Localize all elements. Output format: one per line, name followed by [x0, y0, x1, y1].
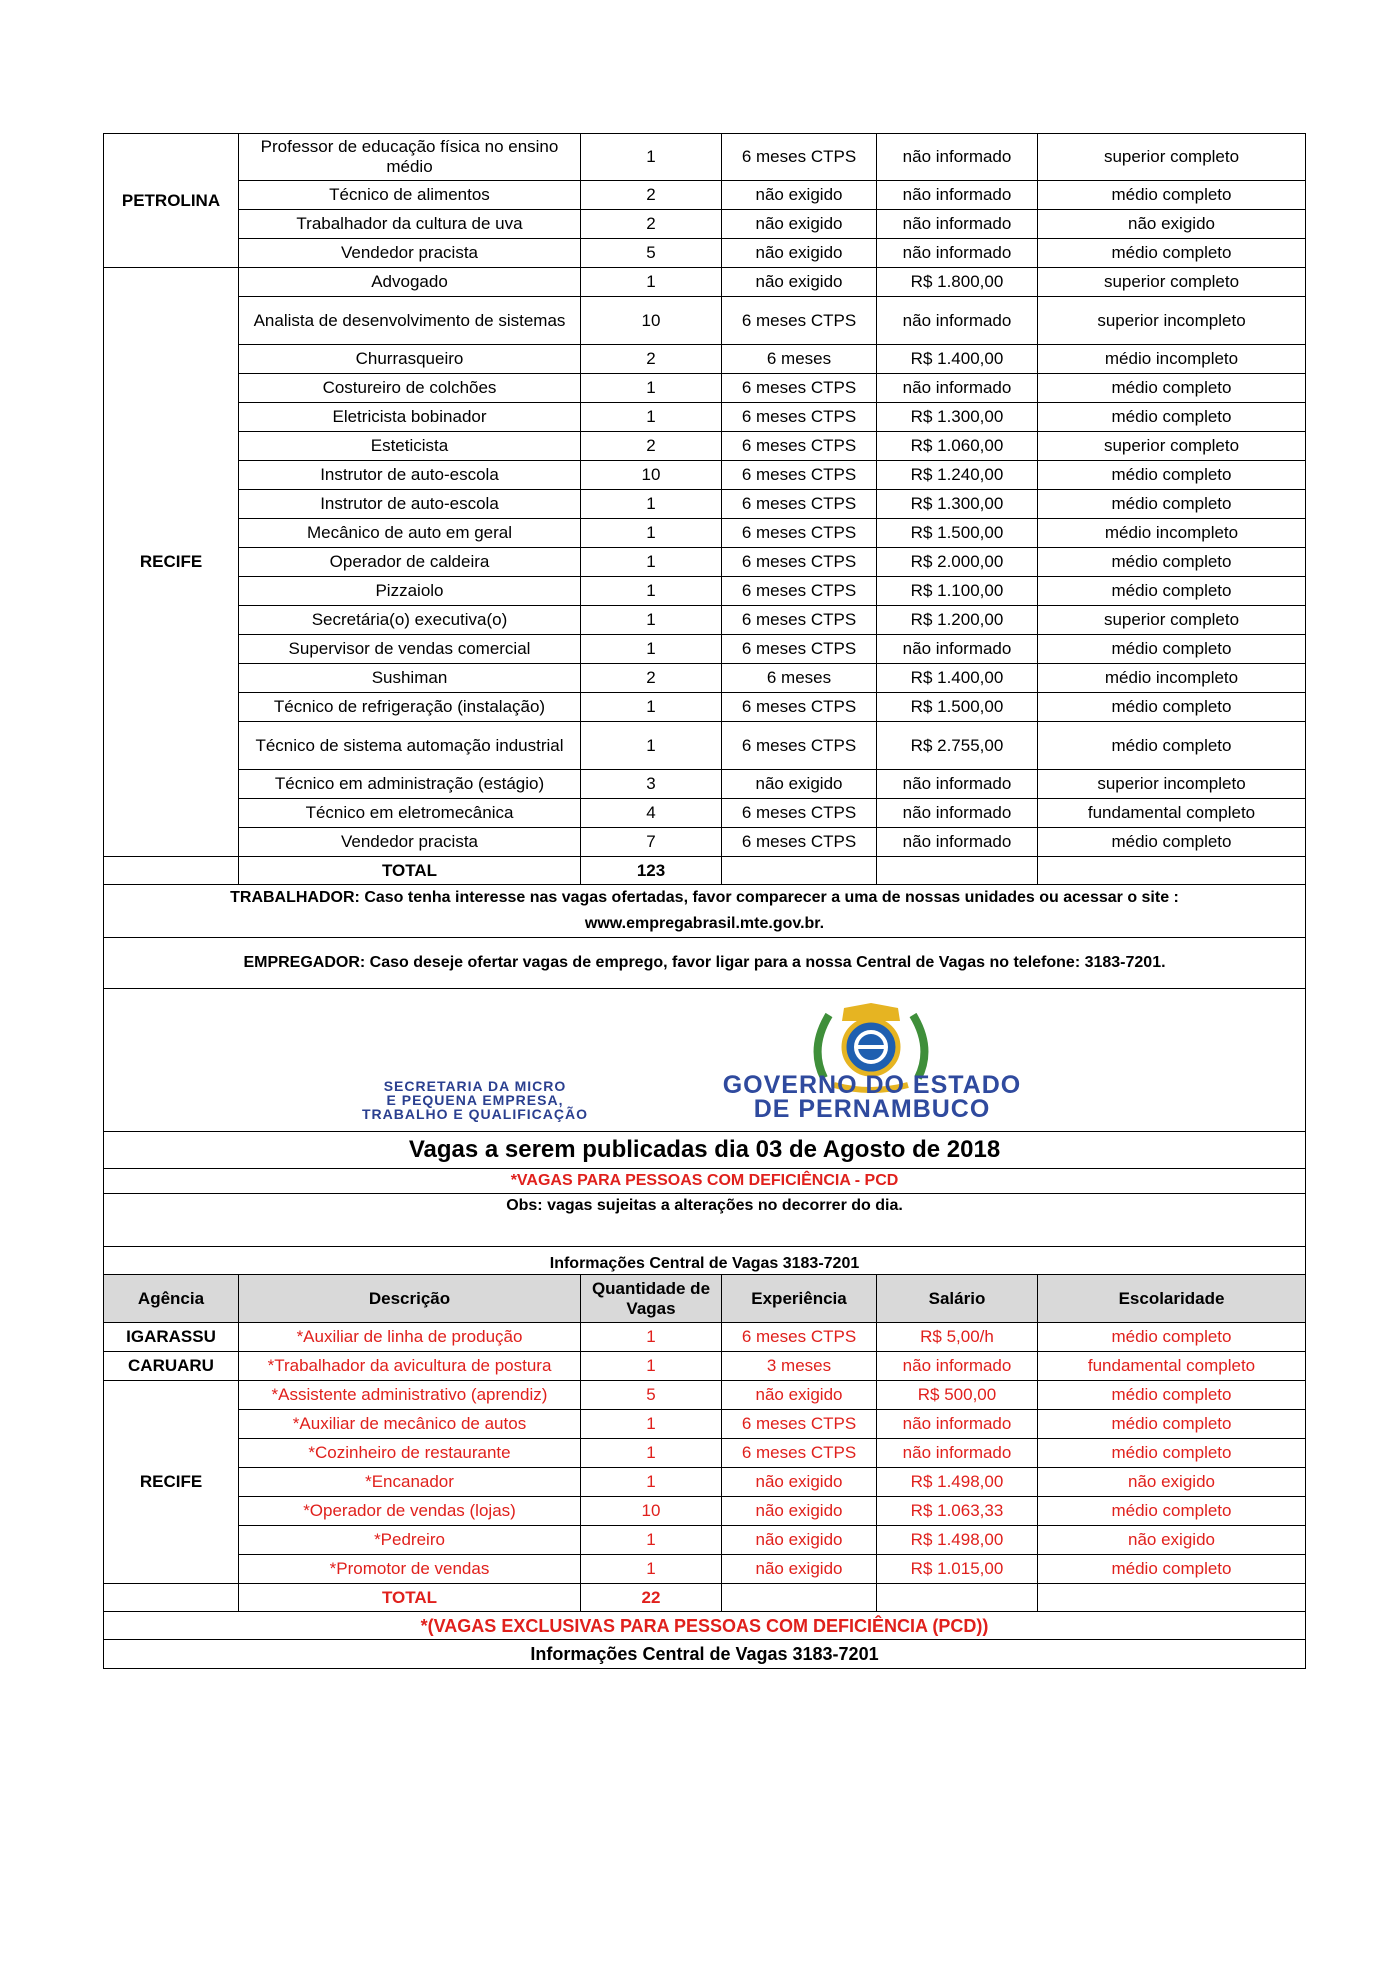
notice-site-link[interactable]: www.empregabrasil.mte.gov.br.: [584, 915, 825, 932]
job-salary: R$ 1.240,00: [877, 461, 1038, 490]
job-salary: não informado: [877, 134, 1038, 181]
job-education: médio completo: [1038, 490, 1306, 519]
job-education: médio completo: [1038, 374, 1306, 403]
governo-line1: GOVERNO DO ESTADO: [722, 1071, 1022, 1099]
job-salary: R$ 1.500,00: [877, 693, 1038, 722]
job-quantity: 2: [581, 345, 722, 374]
job-experience: não exigido: [722, 1468, 877, 1497]
job-quantity: 10: [581, 461, 722, 490]
job-quantity: 1: [581, 1352, 722, 1381]
logo-cell: [104, 989, 1306, 1132]
central-info: Informações Central de Vagas 3183-7201: [104, 1247, 1306, 1275]
table-row: [104, 577, 1306, 606]
secretaria-line3: TRABALHO E QUALIFICAÇÃO: [362, 1106, 588, 1122]
agency-cell: RECIFE: [104, 268, 239, 857]
table-row: [104, 519, 1306, 548]
job-experience: não exigido: [722, 770, 877, 799]
job-education: médio incompleto: [1038, 345, 1306, 374]
job-salary: não informado: [877, 635, 1038, 664]
job-experience: 6 meses CTPS: [722, 490, 877, 519]
job-quantity: 1: [581, 548, 722, 577]
job-experience: não exigido: [722, 1497, 877, 1526]
job-experience: 6 meses CTPS: [722, 1410, 877, 1439]
table-row: [104, 1497, 1306, 1526]
job-description: Mecânico de auto em geral: [239, 519, 581, 548]
job-salary: R$ 1.800,00: [877, 268, 1038, 297]
job-description: Técnico de alimentos: [239, 181, 581, 210]
job-salary: não informado: [877, 770, 1038, 799]
job-experience: 6 meses CTPS: [722, 577, 877, 606]
agency-cell: RECIFE: [104, 1381, 239, 1584]
job-salary: não informado: [877, 297, 1038, 345]
job-quantity: 1: [581, 374, 722, 403]
footer-pcd-row: [104, 1612, 1306, 1640]
table-row: [104, 374, 1306, 403]
job-quantity: 1: [581, 134, 722, 181]
job-quantity: 1: [581, 1323, 722, 1352]
table-row: [104, 799, 1306, 828]
job-salary: R$ 1.100,00: [877, 577, 1038, 606]
job-salary: não informado: [877, 181, 1038, 210]
total-row: [104, 857, 1306, 885]
logo-row: [104, 989, 1306, 1132]
job-education: médio completo: [1038, 1439, 1306, 1468]
total-value: 123: [581, 857, 722, 885]
agency-cell: PETROLINA: [104, 134, 239, 268]
job-salary: não informado: [877, 799, 1038, 828]
job-experience: 6 meses CTPS: [722, 297, 877, 345]
job-quantity: 2: [581, 181, 722, 210]
job-listing-sheet: [103, 133, 1305, 1669]
table-row: [104, 1352, 1306, 1381]
job-quantity: 1: [581, 519, 722, 548]
job-description: Vendedor pracista: [239, 828, 581, 857]
table-row: [104, 664, 1306, 693]
total-blank: [1038, 857, 1306, 885]
col-header-agency: Agência: [104, 1275, 239, 1323]
table-row: [104, 432, 1306, 461]
footer-info: Informações Central de Vagas 3183-7201: [104, 1640, 1306, 1669]
secretaria-logo: [330, 1079, 620, 1121]
job-salary: R$ 1.300,00: [877, 490, 1038, 519]
job-description: *Auxiliar de mecânico de autos: [239, 1410, 581, 1439]
table-row: [104, 1410, 1306, 1439]
col-header-sal: Salário: [877, 1275, 1038, 1323]
job-experience: 6 meses CTPS: [722, 722, 877, 770]
job-description: Instrutor de auto-escola: [239, 490, 581, 519]
footer-body: [104, 1612, 1306, 1669]
job-salary: R$ 1.200,00: [877, 606, 1038, 635]
job-salary: não informado: [877, 828, 1038, 857]
job-education: médio completo: [1038, 1555, 1306, 1584]
table-row: [104, 548, 1306, 577]
job-description: Professor de educação física no ensino médio: [239, 134, 581, 181]
job-salary: R$ 5,00/h: [877, 1323, 1038, 1352]
job-salary: R$ 1.498,00: [877, 1526, 1038, 1555]
section2-body: [104, 1323, 1306, 1612]
total-blank: [722, 857, 877, 885]
job-description: *Pedreiro: [239, 1526, 581, 1555]
job-salary: R$ 2.000,00: [877, 548, 1038, 577]
table-row: [104, 606, 1306, 635]
job-education: superior incompleto: [1038, 770, 1306, 799]
job-education: superior incompleto: [1038, 297, 1306, 345]
job-description: *Operador de vendas (lojas): [239, 1497, 581, 1526]
col-header-esc: Escolaridade: [1038, 1275, 1306, 1323]
job-quantity: 1: [581, 606, 722, 635]
secretaria-line1: SECRETARIA DA MICRO: [383, 1078, 567, 1094]
footer-pcd: *(VAGAS EXCLUSIVAS PARA PESSOAS COM DEFICIÊNCIA (PCD)): [104, 1612, 1306, 1640]
total-row: [104, 1584, 1306, 1612]
table-row: [104, 635, 1306, 664]
job-salary: R$ 500,00: [877, 1381, 1038, 1410]
job-description: Churrasqueiro: [239, 345, 581, 374]
job-experience: 6 meses: [722, 345, 877, 374]
job-education: superior completo: [1038, 432, 1306, 461]
job-quantity: 1: [581, 693, 722, 722]
job-education: médio completo: [1038, 577, 1306, 606]
job-salary: não informado: [877, 1352, 1038, 1381]
job-salary: R$ 1.060,00: [877, 432, 1038, 461]
job-experience: 6 meses CTPS: [722, 799, 877, 828]
job-quantity: 1: [581, 722, 722, 770]
notice-trabalhador-text: TRABALHADOR: Caso tenha interesse nas vagas ofertadas, favor comparecer a uma de nossas unidades ou acessar o site :: [230, 889, 1179, 906]
job-quantity: 1: [581, 268, 722, 297]
table-row: [104, 490, 1306, 519]
job-experience: 6 meses CTPS: [722, 828, 877, 857]
job-education: médio incompleto: [1038, 519, 1306, 548]
job-salary: não informado: [877, 239, 1038, 268]
job-quantity: 2: [581, 664, 722, 693]
section2-title: Vagas a serem publicadas dia 03 de Agosto de 2018: [104, 1132, 1306, 1169]
notices-body: [104, 885, 1306, 1132]
job-education: superior completo: [1038, 606, 1306, 635]
job-education: não exigido: [1038, 1526, 1306, 1555]
job-quantity: 10: [581, 1497, 722, 1526]
table-row: [104, 1526, 1306, 1555]
job-salary: R$ 1.500,00: [877, 519, 1038, 548]
total-label: TOTAL: [239, 857, 581, 885]
job-experience: não exigido: [722, 239, 877, 268]
job-quantity: 1: [581, 1555, 722, 1584]
job-education: médio completo: [1038, 722, 1306, 770]
job-quantity: 2: [581, 210, 722, 239]
job-experience: não exigido: [722, 181, 877, 210]
table-row: [104, 1323, 1306, 1352]
job-experience: 6 meses CTPS: [722, 374, 877, 403]
job-quantity: 1: [581, 1526, 722, 1555]
job-salary: R$ 1.063,33: [877, 1497, 1038, 1526]
job-description: Supervisor de vendas comercial: [239, 635, 581, 664]
job-education: superior completo: [1038, 268, 1306, 297]
table-row: [104, 239, 1306, 268]
job-quantity: 1: [581, 1410, 722, 1439]
job-description: *Auxiliar de linha de produção: [239, 1323, 581, 1352]
job-description: Secretária(o) executiva(o): [239, 606, 581, 635]
job-education: não exigido: [1038, 1468, 1306, 1497]
table-row: [104, 181, 1306, 210]
agency-cell: CARUARU: [104, 1352, 239, 1381]
obs-note: Obs: vagas sujeitas a alterações no decorrer do dia.: [104, 1194, 1306, 1247]
job-quantity: 7: [581, 828, 722, 857]
governo-logo: [680, 1073, 1064, 1121]
table-row: [104, 403, 1306, 432]
job-education: médio completo: [1038, 239, 1306, 268]
job-quantity: 5: [581, 1381, 722, 1410]
job-description: Advogado: [239, 268, 581, 297]
job-quantity: 4: [581, 799, 722, 828]
job-description: Pizzaiolo: [239, 577, 581, 606]
job-experience: 6 meses CTPS: [722, 635, 877, 664]
table-row: [104, 345, 1306, 374]
job-experience: 6 meses CTPS: [722, 1323, 877, 1352]
table-row: [104, 1555, 1306, 1584]
job-salary: R$ 1.400,00: [877, 345, 1038, 374]
job-description: *Cozinheiro de restaurante: [239, 1439, 581, 1468]
job-quantity: 10: [581, 297, 722, 345]
table-row: [104, 134, 1306, 181]
job-description: *Trabalhador da avicultura de postura: [239, 1352, 581, 1381]
job-education: médio completo: [1038, 1381, 1306, 1410]
governo-line2: DE PERNAMBUCO: [753, 1095, 991, 1123]
job-education: médio completo: [1038, 548, 1306, 577]
info-row: [104, 1247, 1306, 1275]
job-salary: R$ 1.015,00: [877, 1555, 1038, 1584]
job-description: Trabalhador da cultura de uva: [239, 210, 581, 239]
job-experience: 6 meses CTPS: [722, 432, 877, 461]
total-label: TOTAL: [239, 1584, 581, 1612]
notice-row-empregador: [104, 938, 1306, 989]
table-row: [104, 461, 1306, 490]
job-salary: R$ 2.755,00: [877, 722, 1038, 770]
job-description: Técnico em administração (estágio): [239, 770, 581, 799]
footer-info-row: [104, 1640, 1306, 1669]
job-description: Instrutor de auto-escola: [239, 461, 581, 490]
job-salary: não informado: [877, 1410, 1038, 1439]
job-experience: 6 meses CTPS: [722, 693, 877, 722]
notice-empregador: EMPREGADOR: Caso deseje ofertar vagas de emprego, favor ligar para a nossa Central de Vagas no telefone: 3183-7201.: [104, 938, 1306, 989]
agency-cell: IGARASSU: [104, 1323, 239, 1352]
column-header-row: [104, 1275, 1306, 1323]
total-blank: [1038, 1584, 1306, 1612]
job-experience: 6 meses CTPS: [722, 519, 877, 548]
job-quantity: 1: [581, 490, 722, 519]
job-quantity: 2: [581, 432, 722, 461]
job-education: médio incompleto: [1038, 664, 1306, 693]
job-experience: não exigido: [722, 1381, 877, 1410]
total-agency-blank: [104, 857, 239, 885]
job-experience: não exigido: [722, 1526, 877, 1555]
job-quantity: 3: [581, 770, 722, 799]
job-quantity: 1: [581, 1468, 722, 1497]
job-experience: 6 meses CTPS: [722, 1439, 877, 1468]
job-experience: 6 meses: [722, 664, 877, 693]
job-salary: não informado: [877, 210, 1038, 239]
job-description: Costureiro de colchões: [239, 374, 581, 403]
job-description: Sushiman: [239, 664, 581, 693]
total-agency-blank: [104, 1584, 239, 1612]
section2-header-body: [104, 1132, 1306, 1323]
job-description: Operador de caldeira: [239, 548, 581, 577]
job-experience: 6 meses CTPS: [722, 461, 877, 490]
job-education: médio completo: [1038, 181, 1306, 210]
job-salary: não informado: [877, 1439, 1038, 1468]
job-education: médio completo: [1038, 635, 1306, 664]
table-row: [104, 1381, 1306, 1410]
total-value: 22: [581, 1584, 722, 1612]
job-education: médio completo: [1038, 828, 1306, 857]
table-row: [104, 828, 1306, 857]
job-description: Técnico de sistema automação industrial: [239, 722, 581, 770]
job-experience: não exigido: [722, 1555, 877, 1584]
job-quantity: 1: [581, 1439, 722, 1468]
section2-title-row: [104, 1132, 1306, 1169]
job-description: Esteticista: [239, 432, 581, 461]
table-row: [104, 693, 1306, 722]
notice-trabalhador: [104, 885, 1306, 938]
job-description: *Promotor de vendas: [239, 1555, 581, 1584]
job-description: Analista de desenvolvimento de sistemas: [239, 297, 581, 345]
job-experience: não exigido: [722, 210, 877, 239]
job-quantity: 1: [581, 635, 722, 664]
job-description: Técnico de refrigeração (instalação): [239, 693, 581, 722]
job-quantity: 5: [581, 239, 722, 268]
jobs-table: [103, 133, 1306, 1669]
job-experience: 3 meses: [722, 1352, 877, 1381]
job-description: Técnico em eletromecânica: [239, 799, 581, 828]
table-row: [104, 297, 1306, 345]
job-education: médio completo: [1038, 403, 1306, 432]
job-quantity: 1: [581, 577, 722, 606]
table-row: [104, 268, 1306, 297]
job-education: superior completo: [1038, 134, 1306, 181]
total-blank: [877, 1584, 1038, 1612]
table-row: [104, 210, 1306, 239]
job-education: médio completo: [1038, 1497, 1306, 1526]
total-blank: [722, 1584, 877, 1612]
table-row: [104, 1439, 1306, 1468]
job-experience: 6 meses CTPS: [722, 548, 877, 577]
job-description: Vendedor pracista: [239, 239, 581, 268]
job-salary: R$ 1.400,00: [877, 664, 1038, 693]
pcd-subtitle: *VAGAS PARA PESSOAS COM DEFICIÊNCIA - PCD: [104, 1169, 1306, 1194]
secretaria-line2: E PEQUENA EMPRESA,: [386, 1092, 564, 1108]
pcd-subtitle-row: [104, 1169, 1306, 1194]
job-description: *Assistente administrativo (aprendiz): [239, 1381, 581, 1410]
job-salary: não informado: [877, 374, 1038, 403]
obs-row: [104, 1194, 1306, 1247]
job-education: fundamental completo: [1038, 799, 1306, 828]
job-experience: 6 meses CTPS: [722, 134, 877, 181]
col-header-qty: Quantidade de Vagas: [581, 1275, 722, 1323]
job-education: médio completo: [1038, 693, 1306, 722]
job-description: *Encanador: [239, 1468, 581, 1497]
job-salary: R$ 1.300,00: [877, 403, 1038, 432]
job-education: médio completo: [1038, 461, 1306, 490]
job-education: não exigido: [1038, 210, 1306, 239]
job-education: fundamental completo: [1038, 1352, 1306, 1381]
total-blank: [877, 857, 1038, 885]
table-row: [104, 1468, 1306, 1497]
job-experience: 6 meses CTPS: [722, 606, 877, 635]
col-header-desc: Descrição: [239, 1275, 581, 1323]
table-row: [104, 770, 1306, 799]
job-education: médio completo: [1038, 1323, 1306, 1352]
section1-body: [104, 134, 1306, 885]
job-quantity: 1: [581, 403, 722, 432]
job-salary: R$ 1.498,00: [877, 1468, 1038, 1497]
notice-row-trabalhador: [104, 885, 1306, 938]
job-description: Eletricista bobinador: [239, 403, 581, 432]
job-experience: não exigido: [722, 268, 877, 297]
job-education: médio completo: [1038, 1410, 1306, 1439]
job-experience: 6 meses CTPS: [722, 403, 877, 432]
table-row: [104, 722, 1306, 770]
col-header-exp: Experiência: [722, 1275, 877, 1323]
